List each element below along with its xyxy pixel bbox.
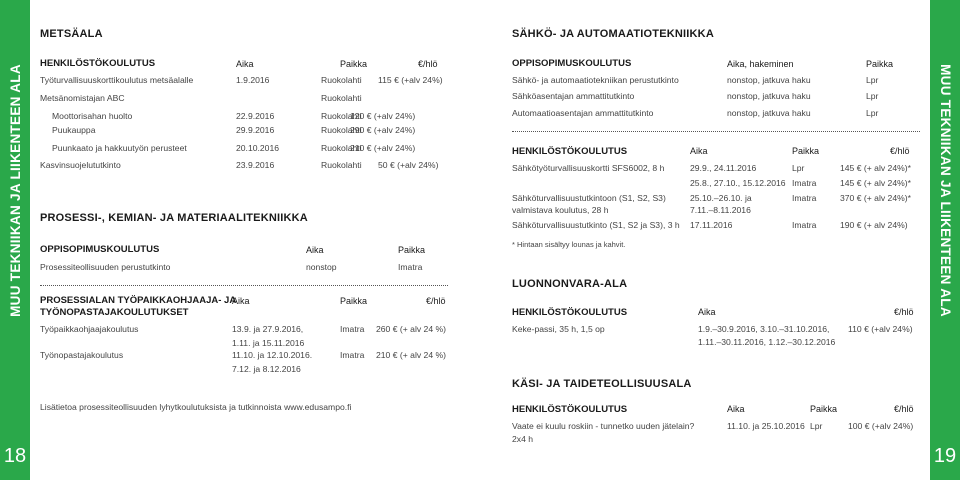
- sahko-henk-row-name: Sähköturvallisuustutkinto (S1, S2 ja S3), 3 h: [512, 220, 680, 230]
- sahko-henk-row-hinta: 190 € (+ alv 24%): [840, 220, 908, 230]
- metsaala-row-hinta: 120 € (+alv 24%): [350, 111, 416, 121]
- sahko-oppi-col-paikka: Paikka: [866, 59, 894, 69]
- sahko-oppi-row-aika: nonstop, jatkuva haku: [727, 91, 811, 101]
- tyonopastaja-col-paikka: Paikka: [340, 296, 368, 306]
- tyonopastaja-title-line1: PROSESSIALAN TYÖPAIKKAOHJAAJA- JA: [40, 295, 237, 306]
- sahko-henk-header: HENKILÖSTÖKOULUTUS: [512, 146, 628, 157]
- metsaala-row-hinta: 115 € (+alv 24%): [378, 75, 443, 85]
- metsaala-row-paikka: Ruokolahti: [321, 93, 362, 103]
- page-number-right: 19: [933, 445, 957, 467]
- sahko-henk-row-aika: 25.10.–26.10. ja: [690, 193, 752, 203]
- sahko-henk-row-hinta: 145 € (+ alv 24%)*: [840, 178, 911, 188]
- dotted-divider: [40, 285, 448, 287]
- kasi-row-name: 2x4 h: [512, 434, 534, 444]
- kasi-header: HENKILÖSTÖKOULUTUS: [512, 404, 628, 415]
- kasi-row-aika: 11.10. ja 25.10.2016: [727, 421, 805, 431]
- sahko-oppi-row-paikka: Lpr: [866, 108, 879, 118]
- luonnonvara-header: HENKILÖSTÖKOULUTUS: [512, 307, 628, 318]
- sidebar-title-left: MUU TEKNIIKAN JA LIIKENTEEN ALA: [7, 63, 23, 317]
- luonnonvara-row-aika: 1.11.–30.11.2016, 1.12.–30.12.2016: [698, 337, 836, 347]
- metsaala-row-paikka: Ruokolahti: [321, 111, 362, 121]
- metsaala-row-hinta: 290 € (+alv 24%): [350, 125, 416, 135]
- sahko-henk-row-paikka: Imatra: [792, 220, 817, 230]
- metsaala-row-name: Kasvinsuojelututkinto: [40, 160, 121, 170]
- sahko-henk-row-hinta: 370 € (+ alv 24%)*: [840, 193, 911, 203]
- luonnonvara-title: LUONNONVARA-ALA: [512, 278, 628, 290]
- tyonopastaja-col-hlo: €/hlö: [426, 296, 446, 306]
- sahko-oppi-header: OPPISOPIMUSKOULUTUS: [512, 58, 632, 69]
- luonnonvara-row-name: Keke-passi, 35 h, 1,5 op: [512, 324, 605, 334]
- sahko-henk-row-aika: 7.11.–8.11.2016: [690, 205, 751, 215]
- sahko-henk-col-aika: Aika: [690, 146, 708, 156]
- kasi-col-paikka: Paikka: [810, 404, 838, 414]
- kasi-col-hlo: €/hlö: [894, 404, 914, 414]
- sahko-henk-row-hinta: 145 € (+ alv 24%)*: [840, 163, 911, 173]
- tyonopastaja-row-name: Työpaikkaohjaajakoulutus: [40, 324, 139, 334]
- metsaala-row-aika: 20.10.2016: [236, 143, 280, 153]
- metsaala-row-aika: 22.9.2016: [236, 111, 275, 121]
- dotted-divider: [512, 131, 920, 133]
- kasi-row-name: Vaate ei kuulu roskiin - tunnetko uuden jätelain?: [512, 421, 695, 431]
- metsaala-section-header: HENKILÖSTÖKOULUTUS: [40, 58, 156, 69]
- metsaala-title: METSÄALA: [40, 28, 103, 40]
- prosessi-row-name: Prosessiteollisuuden perustutkinto: [40, 262, 171, 272]
- kasi-title: KÄSI- JA TAIDETEOLLISUUSALA: [512, 378, 692, 390]
- metsaala-row-paikka: Ruokolahti: [321, 125, 362, 135]
- sidebar-title-right: MUU TEKNIIKAN JA LIIKENTEEN ALA: [937, 63, 953, 317]
- tyonopastaja-row-hinta: 260 € (+ alv 24 %): [376, 324, 446, 334]
- sahko-henk-col-paikka: Paikka: [792, 146, 820, 156]
- sahko-henk-row-name: Sähkötyöturvallisuuskortti SFS6002, 8 h: [512, 163, 665, 173]
- prosessi-col-paikka: Paikka: [398, 245, 426, 255]
- sahko-oppi-row-name: Sähkö- ja automaatiotekniikan perustutkinto: [512, 75, 679, 85]
- sahko-title: SÄHKÖ- JA AUTOMAATIOTEKNIIKKA: [512, 28, 714, 40]
- prosessi-row-aika: nonstop: [306, 262, 337, 272]
- tyonopastaja-row-paikka: Imatra: [340, 324, 365, 334]
- luonnonvara-row-hinta: 110 € (+alv 24%): [848, 324, 913, 334]
- tyonopastaja-row-paikka: Imatra: [340, 350, 365, 360]
- metsaala-row-hinta: 210 € (+alv 24%): [350, 143, 416, 153]
- metsaala-row-aika: 23.9.2016: [236, 160, 275, 170]
- metsaala-row-name: Työturvallisuuskorttikoulutus metsäalalle: [40, 75, 194, 85]
- sahko-henk-row-paikka: Lpr: [792, 163, 805, 173]
- metsaala-row-name: Puukauppa: [52, 125, 96, 135]
- sahko-oppi-row-aika: nonstop, jatkuva haku: [727, 75, 811, 85]
- sahko-henk-col-hlo: €/hlö: [890, 146, 910, 156]
- metsaala-row-name: Metsänomistajan ABC: [40, 93, 125, 103]
- sahko-oppi-row-paikka: Lpr: [866, 91, 879, 101]
- right-sidebar: [930, 0, 960, 480]
- tyonopastaja-row-aika: 7.12. ja 8.12.2016: [232, 364, 301, 374]
- luonnonvara-col-aika: Aika: [698, 307, 716, 317]
- prosessi-col-aika: Aika: [306, 245, 324, 255]
- metsaala-row-paikka: Ruokolahti: [321, 75, 362, 85]
- metsaala-row-name: Puunkaato ja hakkuutyön perusteet: [52, 143, 187, 153]
- tyonopastaja-row-aika: 11.10. ja 12.10.2016.: [232, 350, 313, 360]
- metsaala-row-hinta: 50 € (+alv 24%): [378, 160, 439, 170]
- metsaala-row-aika: 1.9.2016: [236, 75, 270, 85]
- sahko-oppi-row-paikka: Lpr: [866, 75, 879, 85]
- sahko-henk-row-paikka: Imatra: [792, 193, 817, 203]
- sahko-henk-row-aika: 25.8., 27.10., 15.12.2016: [690, 178, 786, 188]
- kasi-row-paikka: Lpr: [810, 421, 823, 431]
- tyonopastaja-row-name: Työnopastajakoulutus: [40, 350, 124, 360]
- sahko-henk-row-name: Sähköturvallisuustutkintoon (S1, S2, S3): [512, 193, 666, 203]
- left-sidebar: [0, 0, 30, 480]
- sahko-henk-row-aika: 29.9., 24.11.2016: [690, 163, 757, 173]
- sahko-footnote: * Hintaan sisältyy lounas ja kahvit.: [512, 240, 626, 249]
- prosessi-title: PROSESSI-, KEMIAN- JA MATERIAALITEKNIIKKA: [40, 212, 308, 224]
- tyonopastaja-title-line2: TYÖNOPASTAJAKOULUTUKSET: [40, 307, 189, 318]
- lisatietoa-text: Lisätietoa prosessiteollisuuden lyhytkoulutuksista ja tutkinnoista www.edusampo.fi: [40, 402, 352, 412]
- metsaala-col-hlo: €/hlö: [418, 59, 438, 69]
- tyonopastaja-row-aika: 1.11. ja 15.11.2016: [232, 338, 305, 348]
- page-number-left: 18: [3, 445, 27, 467]
- sahko-oppi-row-name: Sähköasentajan ammattitutkinto: [512, 91, 635, 101]
- sahko-oppi-row-aika: nonstop, jatkuva haku: [727, 108, 811, 118]
- sahko-oppi-row-name: Automaatioasentajan ammattitutkinto: [512, 108, 654, 118]
- kasi-col-aika: Aika: [727, 404, 745, 414]
- metsaala-col-paikka: Paikka: [340, 59, 368, 69]
- prosessi-section-header: OPPISOPIMUSKOULUTUS: [40, 244, 160, 255]
- sahko-henk-row-name: valmistava koulutus, 28 h: [512, 205, 609, 215]
- tyonopastaja-row-hinta: 210 € (+ alv 24 %): [376, 350, 446, 360]
- prosessi-row-paikka: Imatra: [398, 262, 423, 272]
- sahko-oppi-col-aika: Aika, hakeminen: [727, 59, 794, 69]
- metsaala-row-paikka: Ruokolahti: [321, 143, 362, 153]
- tyonopastaja-row-aika: 13.9. ja 27.9.2016,: [232, 324, 304, 334]
- metsaala-col-aika: Aika: [236, 59, 254, 69]
- luonnonvara-col-hlo: €/hlö: [894, 307, 914, 317]
- luonnonvara-row-aika: 1.9.–30.9.2016, 3.10.–31.10.2016,: [698, 324, 830, 334]
- kasi-row-hinta: 100 € (+alv 24%): [848, 421, 914, 431]
- metsaala-row-paikka: Ruokolahti: [321, 160, 362, 170]
- metsaala-row-aika: 29.9.2016: [236, 125, 275, 135]
- tyonopastaja-col-aika: Aika: [232, 296, 250, 306]
- metsaala-row-name: Moottorisahan huolto: [52, 111, 133, 121]
- sahko-henk-row-paikka: Imatra: [792, 178, 817, 188]
- sahko-henk-row-aika: 17.11.2016: [690, 220, 733, 230]
